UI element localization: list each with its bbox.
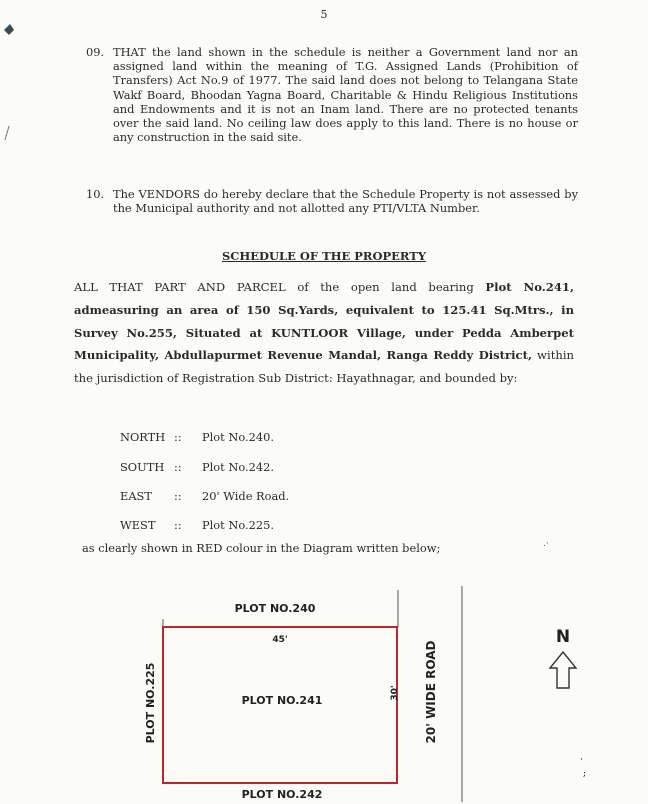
staple-mark [4,24,14,35]
clause-text: The VENDORS do hereby declare that the Schedule Property is not assessed by the Municipal authority and not allotted any PTI/VLTA Number. [113,187,578,216]
boundary-direction: WEST [120,518,156,532]
boundary-separator: :: [174,430,182,444]
clause-text: THAT the land shown in the schedule is neither a Government land nor an assigned land within the meaning of T.G. Assigned Lands (Prohibition of Transfers) Act No.9 of 1977. The said land does not belong to Telangana State Wakf Board, Bhoodan Yagna Board, Charitable & Hindu Religious Institutions and Endowments and it is not an Inam land. There are no protected tenants over the said land. No ceiling law does apply to this land. There is no house or any construction in the said site. [113,45,578,145]
top-dimension: 45' [272,635,288,645]
schedule-heading: SCHEDULE OF THE PROPERTY [221,249,427,263]
margin-marks [0,0,20,160]
stray-mark: · [580,755,583,765]
diagram-note: as clearly shown in RED colour in the Diagram written below; [82,541,441,555]
boundary-separator: :: [174,460,182,474]
plot-label: PLOT NO.241 [241,694,323,707]
clause-number: 09. [86,45,105,59]
compass-letter: N [555,627,571,647]
stray-mark: ; [583,769,587,779]
boundary-value: Plot No.242. [202,460,274,474]
boundary-direction: NORTH [120,430,166,444]
north-arrow-icon [550,652,576,688]
pen-mark [5,126,9,140]
clause-number: 10. [86,187,105,201]
clause-10 [86,187,578,215]
description-intro: ALL THAT PART AND PARCEL of the open land bearing [74,280,486,294]
boundary-value: Plot No.225. [202,518,274,532]
boundary-separator: :: [174,489,182,503]
plot-diagram [0,580,648,804]
description-property-details: Plot No.241, admeasuring an area of 150 Sq.Yards, equivalent to 125.41 Sq.Mtrs., in Survey No.255, Situated at KUNTLOOR Village, under Pedda Amberpet Municipality, Abdullapurmet Revenue Mandal, Ranga Reddy District, [74,280,574,363]
boundary-value: Plot No.240. [202,430,274,444]
road-label: 20' WIDE ROAD [424,640,438,744]
right-dimension: 30' [390,685,400,701]
boundary-direction: EAST [120,489,152,503]
schedule-description [74,276,574,390]
clause-09 [86,45,578,144]
west-plot-label: PLOT NO.225 [144,662,157,744]
description-jurisdiction: within the jurisdiction of Registration Sub District: Hayathnagar, and bounded by: [74,348,574,386]
boundary-separator: :: [174,518,182,532]
page-number: 5 [320,8,328,21]
south-plot-label: PLOT NO.242 [241,788,323,801]
stray-mark: .· [543,539,549,549]
boundary-value: 20' Wide Road. [202,489,290,503]
north-plot-label: PLOT NO.240 [234,602,316,615]
boundary-direction: SOUTH [120,460,165,474]
